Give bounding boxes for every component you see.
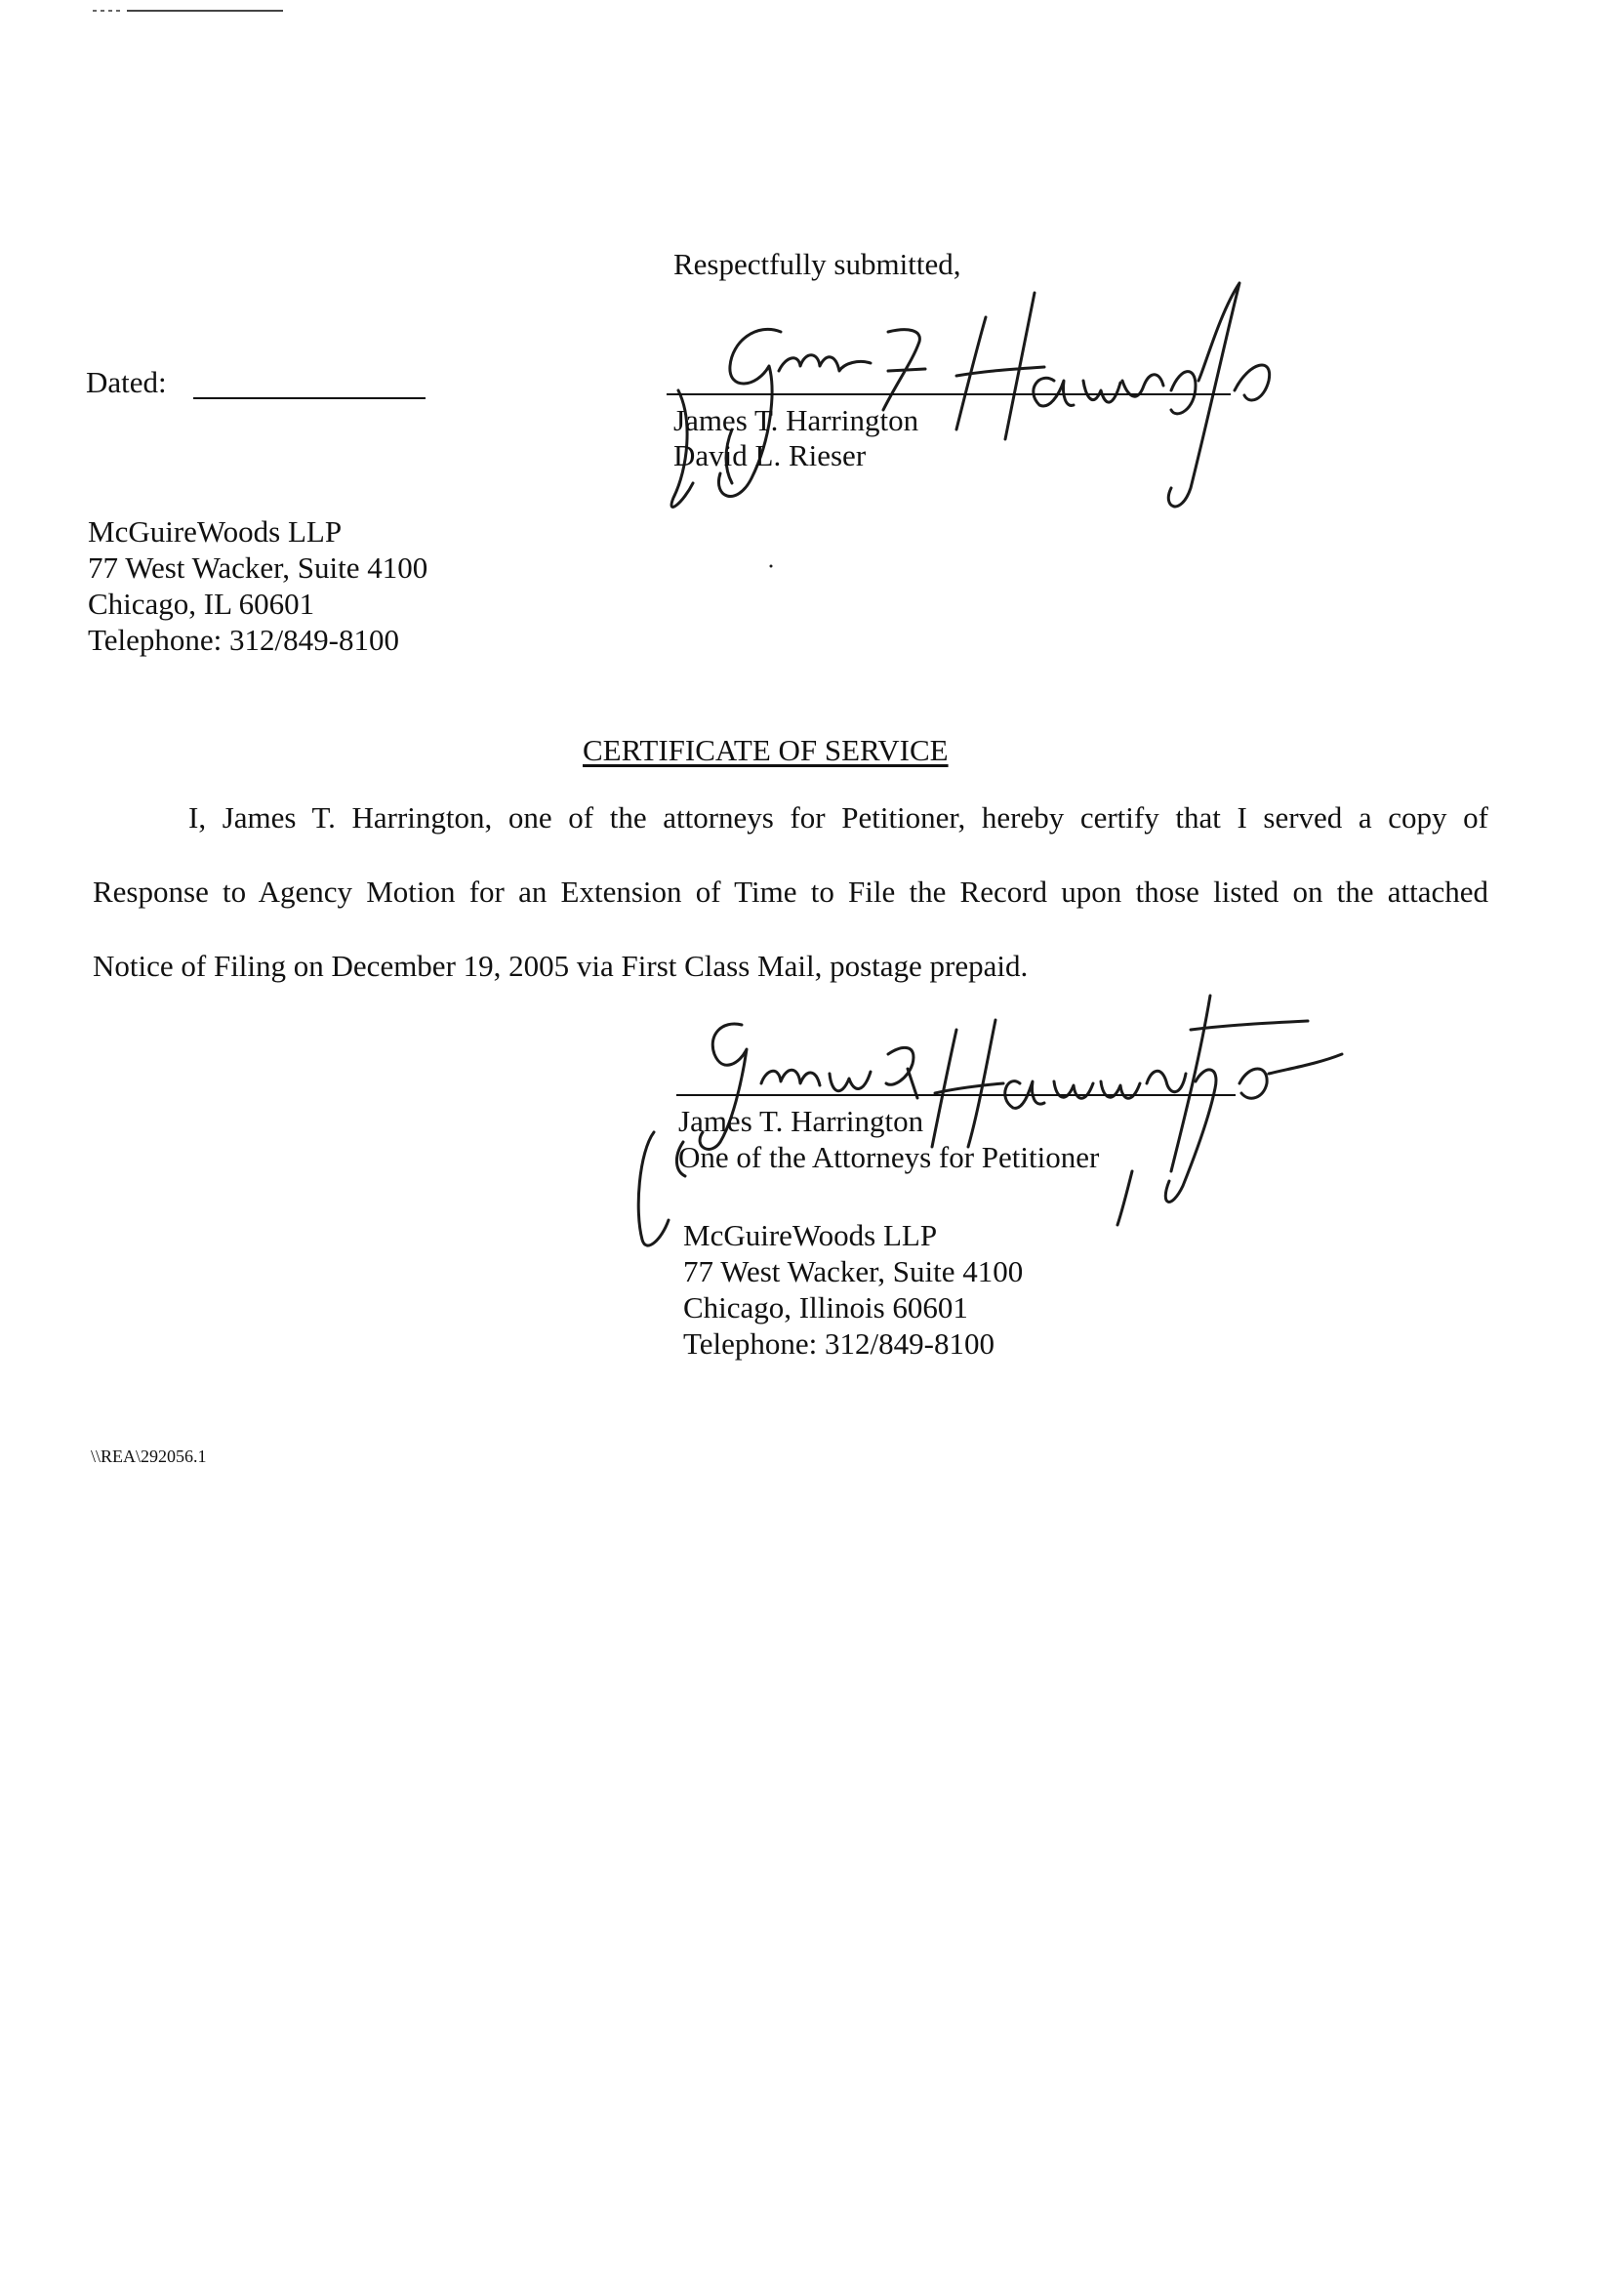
certificate-title: CERTIFICATE OF SERVICE: [583, 733, 949, 767]
signature-line-1: [667, 393, 1231, 395]
signer-name: James T. Harrington: [678, 1104, 924, 1138]
signer-role: One of the Attorneys for Petitioner: [678, 1140, 1100, 1174]
firm-phone-2: Telephone: 312/849-8100: [683, 1326, 995, 1361]
signature-line-2: [676, 1094, 1236, 1096]
firm-phone-1: Telephone: 312/849-8100: [88, 623, 399, 657]
signatory-2-name: David L. Rieser: [673, 438, 867, 472]
firm-city-1: Chicago, IL 60601: [88, 587, 315, 621]
firm-city-2: Chicago, Illinois 60601: [683, 1290, 968, 1324]
certificate-line-3: Notice of Filing on December 19, 2005 via First Class Mail, postage prepaid.: [93, 949, 1029, 983]
closing-text: Respectfully submitted,: [673, 247, 961, 281]
dated-blank-line: [193, 397, 426, 399]
scan-artifact-line: [127, 10, 283, 12]
firm-address-2: 77 West Wacker, Suite 4100: [683, 1254, 1024, 1288]
dated-label: Dated:: [86, 365, 167, 399]
scan-artifact: [93, 10, 122, 12]
firm-name-2: McGuireWoods LLP: [683, 1218, 938, 1252]
certificate-line-1: I, James T. Harrington, one of the attorneys for Petitioner, hereby certify that I served a copy of: [188, 800, 1488, 835]
signature-harrington-1: [664, 273, 1308, 527]
certificate-line-2: Response to Agency Motion for an Extension of Time to File the Record upon those listed on the attached: [93, 875, 1488, 909]
firm-address-1: 77 West Wacker, Suite 4100: [88, 550, 428, 585]
document-id: \\REA\292056.1: [91, 1447, 207, 1466]
firm-name-1: McGuireWoods LLP: [88, 514, 343, 549]
signatory-1-name: James T. Harrington: [673, 403, 919, 437]
